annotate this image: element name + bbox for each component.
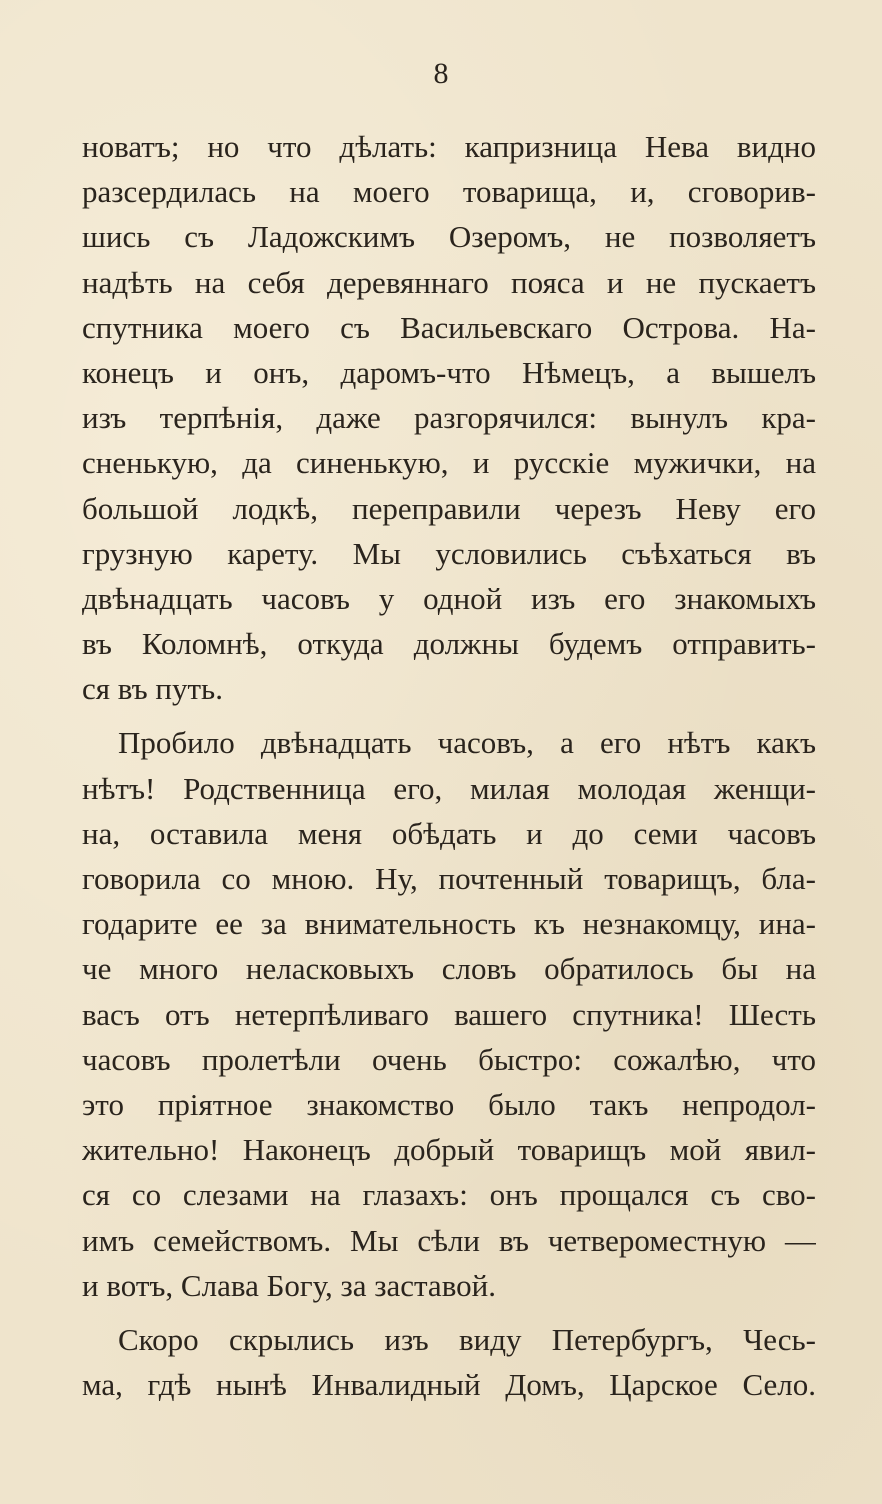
text-line: шись съ Ладожскимъ Озеромъ, не позволяетъ <box>82 219 816 255</box>
text-line: это пріятное знакомство было такъ непродол- <box>82 1086 816 1122</box>
text-line: разсердилась на моего товарища, и, сговорив- <box>82 174 816 210</box>
text-line: Скоро скрылись изъ виду Петербургъ, Чесь- <box>118 1321 816 1357</box>
text-line: и вотъ, Слава Богу, за заставой. <box>82 1267 496 1303</box>
text-line: че много неласковыхъ словъ обратилось бы на <box>82 951 816 987</box>
text-line: изъ терпѣнія, даже разгорячился: вынулъ кра- <box>82 400 816 436</box>
text-line: жительно! Наконецъ добрый товарищъ мой явил- <box>82 1132 816 1168</box>
text-line: двѣнадцать часовъ у одной изъ его знакомыхъ <box>82 580 816 616</box>
text-line: ся со слезами на глазахъ: онъ прощался съ сво- <box>82 1177 816 1213</box>
text-line: часовъ пролетѣли очень быстро: сожалѣю, что <box>82 1041 816 1077</box>
page-number: 8 <box>433 57 449 90</box>
text-line: большой лодкѣ, переправили черезъ Неву его <box>82 490 816 526</box>
paragraph-3 <box>82 1317 816 1407</box>
text-line: на, оставила меня обѣдать и до семи часовъ <box>82 815 816 851</box>
text-line: ся въ путь. <box>82 671 223 707</box>
text-line: грузную карету. Мы условились съѣхаться въ <box>82 535 816 571</box>
text-line: ма, гдѣ нынѣ Инвалидный Домъ, Царское Село. <box>82 1367 816 1403</box>
paragraph-1 <box>82 124 816 711</box>
text-line: спутника моего съ Васильевскаго Острова. На- <box>82 309 816 345</box>
text-line: надѣть на себя деревяннаго пояса и не пускаетъ <box>82 264 816 300</box>
text-line: новатъ; но что дѣлать: капризница Нева видно <box>82 129 816 164</box>
paragraph-2 <box>82 720 816 1307</box>
text-line: сненькую, да синенькую, и русскіе мужички, на <box>82 445 816 481</box>
text-line: конецъ и онъ, даромъ-что Нѣмецъ, а вышелъ <box>82 354 816 390</box>
text-line: Пробило двѣнадцать часовъ, а его нѣтъ какъ <box>118 725 816 761</box>
text-line: годарите ее за внимательность къ незнакомцу, ина- <box>82 906 816 942</box>
text-line: нѣтъ! Родственница его, милая молодая женщи- <box>82 770 816 806</box>
text-line: имъ семействомъ. Мы сѣли въ четвероместную — <box>82 1222 816 1258</box>
text-line: говорила со мною. Ну, почтенный товарищъ, бла- <box>82 861 816 896</box>
text-line: васъ отъ нетерпѣливаго вашего спутника! Шесть <box>82 996 816 1032</box>
text-line: въ Коломнѣ, откуда должны будемъ отправить- <box>82 626 816 662</box>
body-text <box>82 124 816 1407</box>
